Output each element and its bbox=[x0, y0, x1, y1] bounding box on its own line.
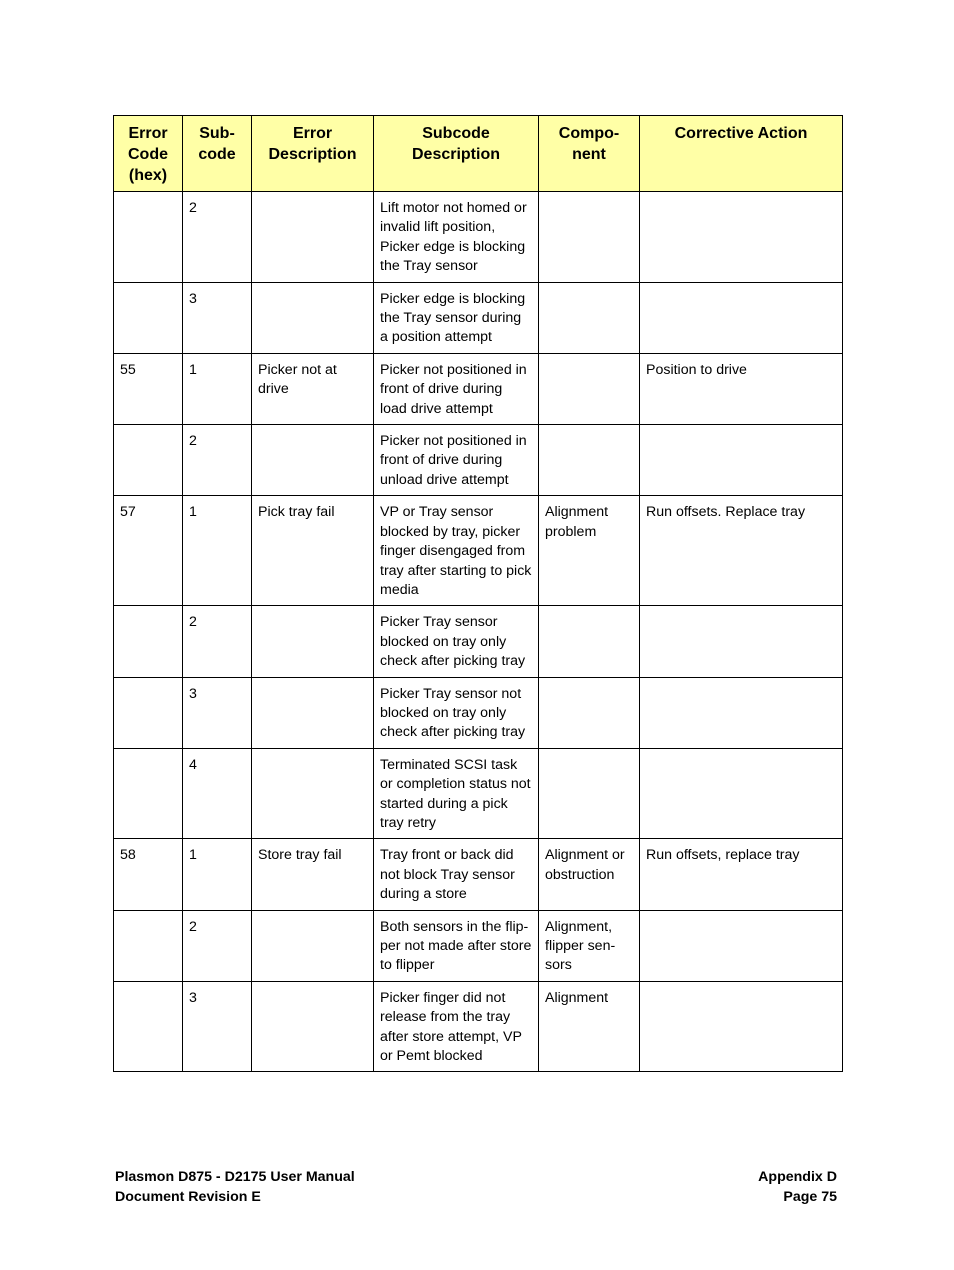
table-row bbox=[114, 282, 843, 353]
cell-corrective-action bbox=[640, 425, 843, 496]
cell-corrective-action bbox=[640, 606, 843, 677]
table-row bbox=[114, 192, 843, 283]
cell-error-code bbox=[114, 981, 183, 1072]
table-row bbox=[114, 910, 843, 981]
cell-subcode-description: Picker finger did not release from the tray after store attempt, VP or Pemt blocked bbox=[374, 981, 539, 1072]
cell-component bbox=[539, 748, 640, 839]
cell-error-description bbox=[252, 677, 374, 748]
cell-corrective-action bbox=[640, 981, 843, 1072]
cell-subcode-description: Picker Tray sensor not blocked on tray only check after picking tray bbox=[374, 677, 539, 748]
page-number: Page 75 bbox=[783, 1188, 837, 1205]
cell-component: Alignment problem bbox=[539, 496, 640, 606]
cell-error-code bbox=[114, 282, 183, 353]
cell-error-description bbox=[252, 981, 374, 1072]
cell-subcode-description: Both sensors in the flip-per not made after store to flipper bbox=[374, 910, 539, 981]
header-corrective-action: Corrective Action bbox=[640, 116, 843, 192]
table-header-row bbox=[114, 116, 843, 192]
cell-error-description bbox=[252, 748, 374, 839]
footer-right bbox=[758, 1168, 837, 1207]
header-sub-code: Sub- code bbox=[183, 116, 252, 192]
table-row bbox=[114, 748, 843, 839]
cell-component bbox=[539, 677, 640, 748]
cell-component: Alignment or obstruction bbox=[539, 839, 640, 910]
cell-subcode-description: Picker Tray sensor blocked on tray only check after picking tray bbox=[374, 606, 539, 677]
table-row bbox=[114, 496, 843, 606]
cell-component: Alignment bbox=[539, 981, 640, 1072]
table-row bbox=[114, 839, 843, 910]
cell-subcode-description: Picker not positioned in front of drive during unload drive attempt bbox=[374, 425, 539, 496]
cell-error-description bbox=[252, 910, 374, 981]
document-revision: Document Revision E bbox=[115, 1188, 261, 1205]
cell-sub-code: 2 bbox=[183, 192, 252, 283]
error-code-table bbox=[113, 115, 843, 1072]
cell-sub-code: 1 bbox=[183, 353, 252, 424]
cell-component bbox=[539, 606, 640, 677]
cell-sub-code: 3 bbox=[183, 981, 252, 1072]
cell-error-code bbox=[114, 677, 183, 748]
cell-component bbox=[539, 353, 640, 424]
table-row bbox=[114, 353, 843, 424]
cell-corrective-action: Run offsets. Replace tray bbox=[640, 496, 843, 606]
cell-error-description: Picker not at drive bbox=[252, 353, 374, 424]
cell-subcode-description: VP or Tray sensor blocked by tray, picker finger disengaged from tray after starting to pick media bbox=[374, 496, 539, 606]
cell-error-code: 58 bbox=[114, 839, 183, 910]
header-subcode-description: Subcode Description bbox=[374, 116, 539, 192]
cell-error-code: 55 bbox=[114, 353, 183, 424]
cell-subcode-description: Picker edge is blocking the Tray sensor during a position attempt bbox=[374, 282, 539, 353]
cell-corrective-action bbox=[640, 192, 843, 283]
cell-subcode-description: Picker not positioned in front of drive during load drive attempt bbox=[374, 353, 539, 424]
cell-corrective-action bbox=[640, 677, 843, 748]
header-error-description: Error Description bbox=[252, 116, 374, 192]
cell-subcode-description: Terminated SCSI task or completion status not started during a pick tray retry bbox=[374, 748, 539, 839]
table-row bbox=[114, 606, 843, 677]
table-row bbox=[114, 425, 843, 496]
cell-subcode-description: Tray front or back did not block Tray sensor during a store bbox=[374, 839, 539, 910]
cell-corrective-action bbox=[640, 748, 843, 839]
appendix-label: Appendix D bbox=[758, 1169, 837, 1185]
cell-component bbox=[539, 192, 640, 283]
cell-corrective-action bbox=[640, 282, 843, 353]
cell-error-description: Pick tray fail bbox=[252, 496, 374, 606]
cell-corrective-action: Run offsets, replace tray bbox=[640, 839, 843, 910]
cell-corrective-action: Position to drive bbox=[640, 353, 843, 424]
cell-sub-code: 2 bbox=[183, 606, 252, 677]
cell-component bbox=[539, 425, 640, 496]
table-row bbox=[114, 677, 843, 748]
header-component: Compo- nent bbox=[539, 116, 640, 192]
cell-error-code bbox=[114, 748, 183, 839]
cell-error-description bbox=[252, 606, 374, 677]
cell-sub-code: 1 bbox=[183, 839, 252, 910]
table-row bbox=[114, 981, 843, 1072]
cell-sub-code: 1 bbox=[183, 496, 252, 606]
cell-error-description: Store tray fail bbox=[252, 839, 374, 910]
cell-error-description bbox=[252, 425, 374, 496]
cell-error-code bbox=[114, 910, 183, 981]
cell-error-description bbox=[252, 192, 374, 283]
cell-error-code bbox=[114, 606, 183, 677]
cell-error-code: 57 bbox=[114, 496, 183, 606]
cell-corrective-action bbox=[640, 910, 843, 981]
cell-component bbox=[539, 282, 640, 353]
cell-sub-code: 2 bbox=[183, 425, 252, 496]
cell-error-code bbox=[114, 425, 183, 496]
cell-component: Alignment, flipper sen-sors bbox=[539, 910, 640, 981]
cell-sub-code: 3 bbox=[183, 282, 252, 353]
cell-sub-code: 4 bbox=[183, 748, 252, 839]
manual-title: Plasmon D875 - D2175 User Manual bbox=[115, 1169, 355, 1185]
cell-subcode-description: Lift motor not homed or invalid lift position, Picker edge is blocking the Tray sensor bbox=[374, 192, 539, 283]
footer-left bbox=[115, 1168, 355, 1207]
cell-error-code bbox=[114, 192, 183, 283]
header-error-code: Error Code (hex) bbox=[114, 116, 183, 192]
cell-error-description bbox=[252, 282, 374, 353]
cell-sub-code: 3 bbox=[183, 677, 252, 748]
cell-sub-code: 2 bbox=[183, 910, 252, 981]
